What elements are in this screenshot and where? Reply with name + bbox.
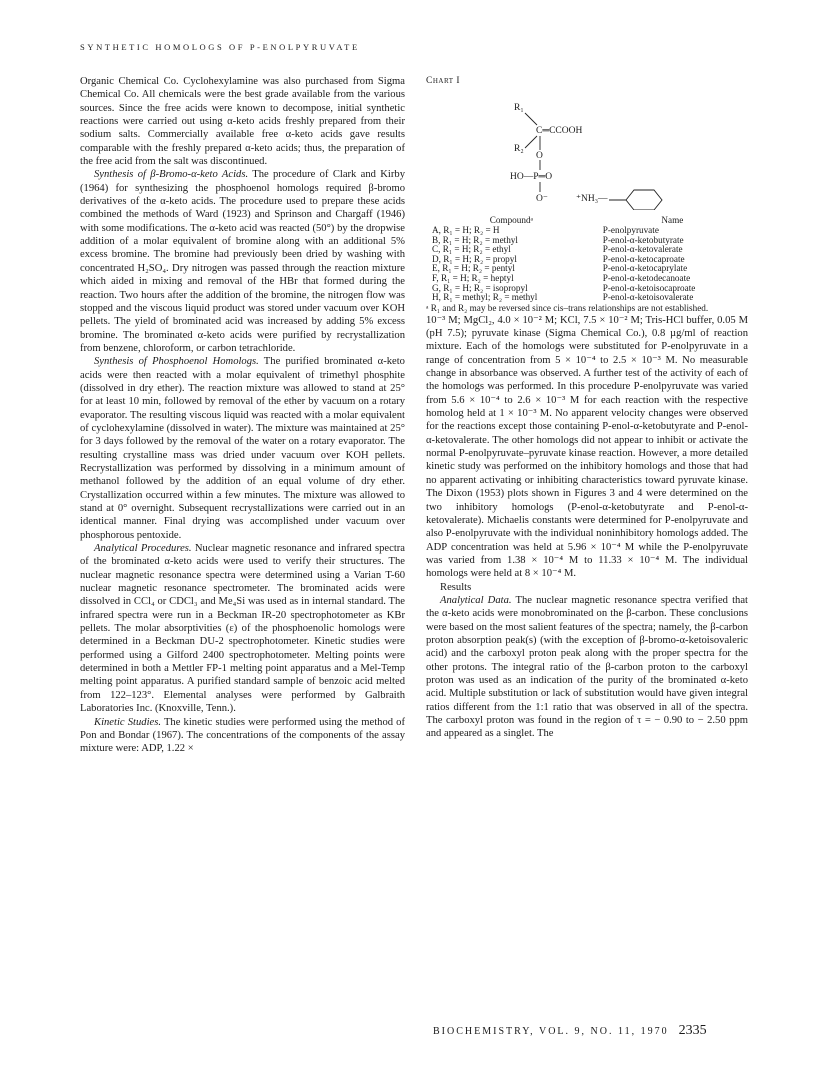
chemical-structure: R₁ C═CCOOH R₂ O HO—P═O O⁻ ⁺NH₃— <box>426 92 748 210</box>
running-header: SYNTHETIC HOMOLOGS OF P-ENOLPYRUVATE <box>80 42 360 52</box>
right-column <box>426 75 748 741</box>
table-row: H, R₁ = methyl; R₂ = methyl P-enol-α-ketoisovalerate <box>432 292 694 303</box>
paragraph-phosphoenol-synthesis: Synthesis of Phosphoenol Homologs. The purified brominated α-keto acids were then reacted with a molar equivalent of trimethyl phosphite (dissolved in dry ether). The reaction mixture was allowed to stand at 25° for at least 10 min, followed by removal of the ether by vacuum on a rotary evaporator. The resulting viscous liquid was reacted with a molar equivalent of cyclohexylamine (dissolved in water). The mixture was maintained at 25° for 3 days followed by the removal of the water on a rotary evaporator. The resulting crystalline mass was dried under vacuum over KOH pellets. Recrystallization was performed by dissolving in a minimum amount of methanol followed by the addition of an equal volume of dry ether. Crystallization occurred within a few minutes. The mixture was allowed to stand at 0° overnight. Subsequent recrystallizations were carried out in an identical manner. Final drying was accomplished under vacuum over phosphorous pentoxide. <box>80 356 405 541</box>
table-row: E, R₁ = H; R₂ = pentyl P-enol-α-ketocaprylate <box>432 263 688 274</box>
page-number: 2335 <box>678 1023 707 1038</box>
section-heading-phosphoenol: Synthesis of Phosphoenol Homologs. <box>94 356 259 368</box>
chart-footnote: ᵃ R₁ and R₂ may be reversed since cis–trans relationships are not established. <box>426 302 709 313</box>
paragraph-assay-mixture: 10⁻³ M; MgCl₂, 4.0 × 10⁻² M; KCl, 7.5 × 10⁻² M; Tris-HCl buffer, 0.05 M (pH 7.5); pyruvate kinase (Sigma Chemical Co.), 0.8 µg/ml of reaction mixture. Each of the homologs were substituted for P-enolpyruvate in a range of concentration from 5 × 10⁻⁴ to 2.5 × 10⁻³ M. No measurable change in absorbance was observed. A further test of the activity of each of the homologs was performed. In this procedure P-enolpyruvate was varied from 5.6 × 10⁻⁴ to 2.6 × 10⁻³ M for each reaction with the respective homolog held at 1 × 10⁻³ M. No apparent velocity changes were observed for the reactions except those containing P-enol-α-ketobutyrate and P-enol-α-ketovalerate. The other homologs did not appear to inhibit or activate the normal P-enolpyruvate–pyruvate kinase reaction. However, a more detailed kinetic study was performed on the inhibitory homologs and those that had no apparent activating or inhibiting characteristics toward pyruvate kinase. The Dixon (1953) plots shown in Figures 3 and 4 were determined on the two inhibitory homologs (P-enol-α-ketobutyrate and P-enol-α-ketovalerate). Michaelis constants were determined for P-enolpyruvate and also P-enolpyruvate with the individual noninhibitory homologs added. The ADP concentration was held at 5.96 × 10⁻⁴ M while the P-enolpyruvate was varied from 1.38 × 10⁻⁴ M to 11.33 × 10⁻⁴ M. The individual homologs were held at 8 × 10⁻⁴ M. <box>426 314 748 580</box>
name-column-header: Name <box>661 215 684 226</box>
paragraph-kinetic-studies: Kinetic Studies. The kinetic studies were performed using the method of Pon and Bondar (1967). The concentrations of the components of the assay mixture were: ADP, 1.22 × <box>80 716 405 755</box>
table-row: B, R₁ = H; R₂ = methyl P-enol-α-ketobutyrate <box>432 234 684 245</box>
table-row: G, R₁ = H; R₂ = isopropyl P-enol-α-ketoisocaproate <box>432 282 696 293</box>
paragraph-materials: Organic Chemical Co. Cyclohexylamine was also purchased from Sigma Chemical Co. All chemicals were the best grade available from the various sources. Since the free acids were known to decompose, initial synthetic reactions were carried out using α-keto acids freshly prepared from their sodium salts. Commercially available free α-keto acids gave results comparable with the freshly prepared α-keto acids; thus, the preparation of the free acid from the salt was discontinued. <box>80 76 405 168</box>
section-heading-bromo: Synthesis of β-Bromo-α-keto Acids. <box>94 169 249 181</box>
paragraph-bromo-synthesis: Synthesis of β-Bromo-α-keto Acids. The procedure of Clark and Kirby (1964) for synthesizing the phosphoenol homologs required β-bromo derivatives of the α-keto acids. The procedure used to prepare these acids combined the methods of Ward (1923) and Sprinson and Chargaff (1946) with some modifications. The α-keto acid was reacted (50°) by the dropwise addition of a molar equivalent of bromine along with an additional 5% excess bromine. The bromine had previously been dried by washing with concentrated H₂SO₄. Dry nitrogen was passed through the reaction mixture which aided in mixing and removal of the HBr that formed during the reaction. Two hours after the addition of the bromine, the nitrogen flow was stopped and the viscous liquid product was stored under vacuum over KOH pellets. The yield of brominated acid was increased by adding 5% excess bromine. The brominated α-keto acids were purified by recrystallization from benzene, chloroform, or carbon tetrachloride. <box>80 169 405 354</box>
paragraph-analytical-data: Analytical Data. The nuclear magnetic resonance spectra verified that the α-keto acids were monobrominated on the β-carbon. These conclusions were based on the most salient features of the spectra; namely, the β-carbon proton absorption peak(s) (with the exception of β-bromo-α-ketoisovaleric acid) and the carboxyl proton peak along with the proper spectra for the other protons. The integral ratio of the β-carbon proton to the carboxyl proton was used as an indication of the purity of the brominated α-keto acid. Multiple substitution or lack of substitution would have given integral ratios different from the 1:1 ratio that was observed in all of the spectra. The carboxyl proton was found in the region of τ = − 0.90 to − 2.50 ppm and appeared as a singlet. The <box>426 594 748 740</box>
table-row: A, R₁ = H; R₂ = H P-enolpyruvate <box>432 224 659 235</box>
compound-table <box>426 216 748 302</box>
results-heading: Results <box>440 581 472 593</box>
left-column <box>80 75 405 756</box>
journal-citation: BIOCHEMISTRY, VOL. 9, NO. 11, 1970 <box>433 1026 669 1037</box>
chart-block <box>426 75 748 314</box>
chart-title: Chart I <box>426 76 461 86</box>
section-heading-kinetic: Kinetic Studies. <box>94 716 161 728</box>
section-heading-analytical: Analytical Procedures. <box>94 543 192 555</box>
paragraph-analytical-procedures: Analytical Procedures. Nuclear magnetic resonance and infrared spectra of the brominated α-keto acids were used to verify their structures. The nuclear magnetic resonance spectra were determined using a Varian T-60 nuclear magnetic resonance spectrometer. The brominated acids were dissolved in CCl₄ or CDCl₃ and Me₄Si was used as in internal standard. The infrared spectra were run in a Beckman IR-20 spectrophotometer as KBr pellets. The molar absorptivities (ε) of the phosphoenolic homologs were determined in a Beckman DU-2 spectrophotometer. Kinetic studies were performed using a Gilford 2400 spectrophotometer. Melting points were determined in both a Mettler FP-1 melting point apparatus and a Mel-Temp melting point apparatus. A purified standard sample of benzoic acid melted from 122–123°. Elemental analyses were performed by Galbraith Laboratories Inc. (Knoxville, Tenn.). <box>80 543 405 715</box>
table-row: C, R₁ = H; R₂ = ethyl P-enol-α-ketovalerate <box>432 244 683 255</box>
cyclohexyl-ring <box>626 190 662 210</box>
table-row: D, R₁ = H; R₂ = propyl P-enol-α-ketocaproate <box>432 253 685 264</box>
section-heading-analytical-data: Analytical Data. <box>440 594 512 606</box>
page-footer <box>433 1023 707 1039</box>
compound-column-header: Compoundᵃ <box>489 215 534 226</box>
table-row: F, R₁ = H; R₂ = heptyl P-enol-α-ketodecanoate <box>432 272 691 283</box>
